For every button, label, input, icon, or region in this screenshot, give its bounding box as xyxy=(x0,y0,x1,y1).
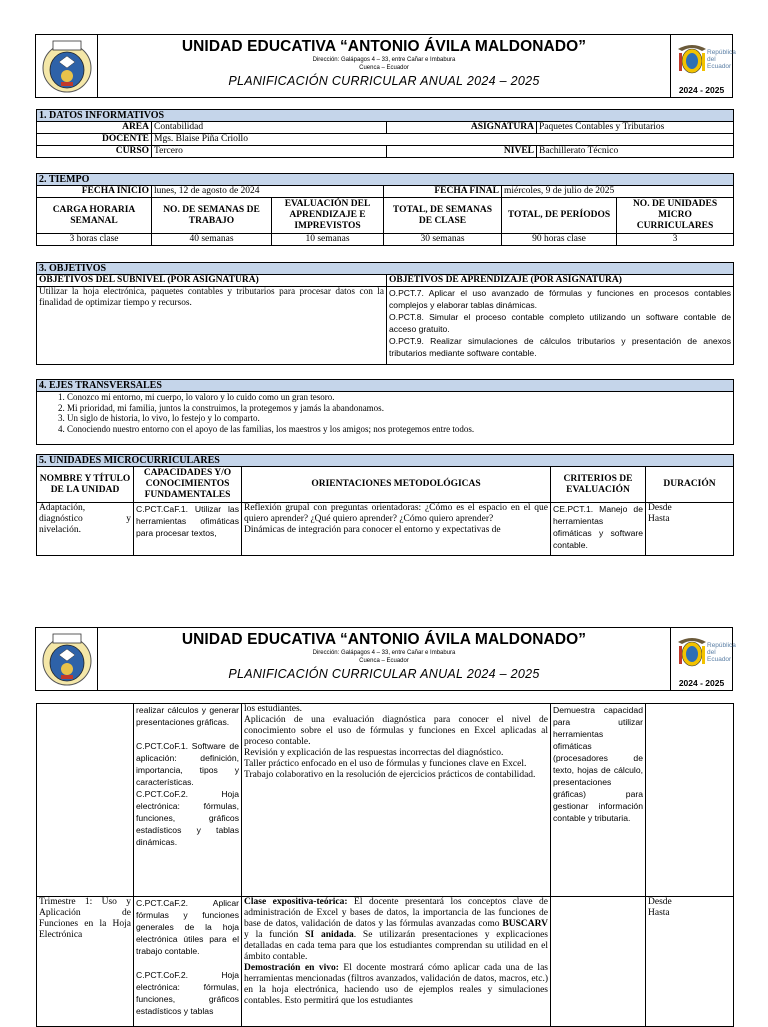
section-title: 2. TIEMPO xyxy=(37,174,734,186)
unidad-duracion xyxy=(646,704,734,897)
unidad-nombre: Adaptación, diagnóstico y nivelación. xyxy=(37,503,134,556)
eje-item: 1. Conozco mi entorno, mi cuerpo, lo valoro y lo cuido como un gran tesoro. xyxy=(67,392,731,403)
objetivo-item: O.PCT.9. Realizar simulaciones de cálculos tributarios y presentación de anexos tributarios mediante software contable. xyxy=(389,336,732,358)
tiempo-table xyxy=(36,173,734,246)
ejes-list-cell xyxy=(37,392,734,445)
fecha-final-value: miércoles, 9 de julio de 2025 xyxy=(502,186,734,198)
republic-emblem xyxy=(670,628,736,690)
republic-emblem xyxy=(670,35,736,97)
unidad-duracion xyxy=(646,897,734,1027)
capacidad-paragraph: C.PCT.CoF.2. Hoja electrónica: fórmulas, funciones, gráficos estadísticos y tablas xyxy=(136,970,239,1016)
unidad-nombre: Trimestre 1: Uso y Aplicación de Funciones en la Hoja Electrónica xyxy=(37,897,134,1027)
tiempo-header: NO. DE SEMANAS DE TRABAJO xyxy=(152,198,272,234)
duracion-desde: Desde xyxy=(648,503,672,513)
objetivos-subnivel-text: Utilizar la hoja electrónica, paquetes contables y tributarios para procesar datos con la finalidad de optimizar tiempo y recursos. xyxy=(37,287,387,365)
orientacion-paragraph: Dinámicas de integración para conocer el entorno y expectativas de xyxy=(244,525,501,535)
tiempo-value: 30 semanas xyxy=(384,234,502,246)
unidad-capacidades xyxy=(134,704,242,897)
tiempo-header: EVALUACIÓN DEL APRENDIZAJE E IMPREVISTOS xyxy=(272,198,384,234)
unidad-nombre xyxy=(37,704,134,897)
republic-line1: República xyxy=(707,642,736,649)
unidad-capacidades xyxy=(134,897,242,1027)
school-logo xyxy=(36,628,98,690)
section-title: 1. DATOS INFORMATIVOS xyxy=(37,110,734,122)
unidad-duracion xyxy=(646,503,734,556)
unidad-criterios: Demuestra capacidad para utilizar herramientas ofimáticas (procesadores de texto, hojas de cálculo, presentaciones gráficas) para gestionar información contable y tributaria. xyxy=(551,704,646,897)
school-logo xyxy=(36,35,98,97)
capacidad-paragraph: C.PCT.CoF.2. Hoja electrónica: fórmulas, funciones, gráficos estadísticos y tablas dinámicas. xyxy=(136,789,239,847)
plan-title: PLANIFICACIÓN CURRICULAR ANUAL 2024 – 2025 xyxy=(228,667,540,681)
ejes-list xyxy=(39,392,731,434)
tiempo-value: 3 xyxy=(617,234,734,246)
tiempo-value: 3 horas clase xyxy=(37,234,152,246)
school-city: Cuenca – Ecuador xyxy=(359,658,409,664)
orientacion-paragraph: los estudiantes. xyxy=(244,704,303,714)
tiempo-value: 40 semanas xyxy=(152,234,272,246)
orientacion-paragraph: Demostración en vivo: El docente mostrará cómo aplicar cada una de las herramientas mencionadas (filtros avanzados, validación de datos, macros, etc.) en la hoja electrónica, haciendo uso de ejemplos reales y simulaciones contables. Esto permitirá que los estudiantes xyxy=(244,963,548,1006)
document-header xyxy=(35,627,736,691)
unidad-orientaciones xyxy=(242,704,551,897)
asignatura-value: Paquetes Contables y Tributarios xyxy=(537,122,734,134)
republic-line2: del Ecuador xyxy=(707,649,732,663)
eje-item: 4. Conociendo nuestro entorno con el apoyo de las familias, los maestros y los amigos; nos protegemos entre todos. xyxy=(67,424,731,435)
area-label: AREA xyxy=(37,122,152,134)
unidad-criterios xyxy=(551,897,646,1027)
section-title: 5. UNIDADES MICROCURRICULARES xyxy=(37,455,734,467)
ejes-table xyxy=(36,379,734,445)
unidad-orientaciones xyxy=(242,503,551,556)
fecha-final-label: FECHA FINAL xyxy=(384,186,502,198)
orientacion-paragraph: Trabajo colaborativo en la resolución de ejercicios prácticos de contabilidad. xyxy=(244,770,536,780)
orientacion-paragraph: Taller práctico enfocado en el uso de fórmulas y funciones clave en Excel. xyxy=(244,759,527,769)
school-address: Dirección: Galápagos 4 – 33, entre Cañar e Imbabura xyxy=(312,57,456,63)
fecha-inicio-label: FECHA INICIO xyxy=(37,186,152,198)
curso-value: Tercero xyxy=(152,146,387,158)
school-name: UNIDAD EDUCATIVA “ANTONIO ÁVILA MALDONADO” xyxy=(181,38,587,55)
tiempo-header: NO. DE UNIDADES MICRO CURRICULARES xyxy=(617,198,734,234)
capacidad-paragraph: C.PCT.CoF.1. Software de aplicación: definición, importancia, tipos y características. xyxy=(136,741,239,787)
eje-item: 3. Un siglo de historia, lo vivo, lo festejo y lo comparto. xyxy=(67,413,731,424)
capacidad-paragraph: C.PCT.CaF.2. Aplicar fórmulas y funciones generales de la hoja electrónica útiles para el trabajo contable. xyxy=(136,898,239,956)
section-title: 4. EJES TRANSVERSALES xyxy=(37,380,734,392)
docente-label: DOCENTE xyxy=(37,134,152,146)
fecha-inicio-value: lunes, 12 de agosto de 2024 xyxy=(152,186,384,198)
ecuador-coat-of-arms-icon xyxy=(676,41,708,75)
objetivos-aprendizaje-header: OBJETIVOS DE APRENDIZAJE (POR ASIGNATURA) xyxy=(387,275,734,287)
capacidad-paragraph: realizar cálculos y generar presentaciones gráficas. xyxy=(136,705,239,727)
nivel-value: Bachillerato Técnico xyxy=(537,146,734,158)
orientacion-paragraph: Revisión y explicación de las respuestas incorrectas del diagnóstico. xyxy=(244,748,504,758)
duracion-desde: Desde xyxy=(648,897,672,907)
unidades-table xyxy=(36,454,734,556)
tiempo-value: 10 semanas xyxy=(272,234,384,246)
tiempo-value: 90 horas clase xyxy=(502,234,617,246)
duracion-hasta: Hasta xyxy=(648,908,670,918)
asignatura-label: ASIGNATURA xyxy=(387,122,537,134)
unidades-header: NOMBRE Y TÍTULO DE LA UNIDAD xyxy=(37,467,134,503)
school-address: Dirección: Galápagos 4 – 33, entre Cañar e Imbabura xyxy=(312,650,456,656)
unidad-criterios: CE.PCT.1. Manejo de herramientas ofimáticas y software contable. xyxy=(551,503,646,556)
tiempo-header: TOTAL, DE SEMANAS DE CLASE xyxy=(384,198,502,234)
document-header xyxy=(35,34,736,98)
unidad-capacidades: C.PCT.CaF.1. Utilizar las herramientas ofimáticas para procesar textos, xyxy=(134,503,242,556)
unidades-header: ORIENTACIONES METODOLÓGICAS xyxy=(242,467,551,503)
curso-label: CURSO xyxy=(37,146,152,158)
orientacion-paragraph: Clase expositiva-teórica: El docente presentará los conceptos clave de administración de Excel y bases de datos, la importancia de las funciones de base de datos, validación de datos y las fórmulas avanzadas como BUSCARV y la función SI anidada. Se utilizarán presentaciones y explicaciones detalladas en cada tema para que los estudiantes comprendan su utilidad en el ámbito contable. xyxy=(244,897,548,962)
republic-line1: República xyxy=(707,49,736,56)
school-year: 2024 - 2025 xyxy=(678,678,725,688)
area-value: Contabilidad xyxy=(152,122,387,134)
tiempo-header: CARGA HORARIA SEMANAL xyxy=(37,198,152,234)
ecuador-coat-of-arms-icon xyxy=(676,634,708,668)
objetivos-table xyxy=(36,262,734,365)
unidades-header: CAPACIDADES Y/O CONOCIMIENTOS FUNDAMENTALES xyxy=(134,467,242,503)
plan-title: PLANIFICACIÓN CURRICULAR ANUAL 2024 – 2025 xyxy=(228,74,540,88)
objetivo-item: O.PCT.8. Simular el proceso contable completo utilizando un software contable de acceso gratuito. xyxy=(389,312,732,334)
nivel-label: NIVEL xyxy=(387,146,537,158)
objetivos-subnivel-header: OBJETIVOS DEL SUBNIVEL (POR ASIGNATURA) xyxy=(37,275,387,287)
eje-item: 2. Mi prioridad, mi familia, juntos la construimos, la protegemos y jamás la abandonamos. xyxy=(67,403,731,414)
republic-line2: del Ecuador xyxy=(707,56,732,70)
tiempo-header: TOTAL, DE PERÍODOS xyxy=(502,198,617,234)
objetivo-item: O.PCT.7. Aplicar el uso avanzado de fórmulas y funciones en procesos contables complejos y elaborar tablas dinámicas. xyxy=(389,288,732,310)
duracion-hasta: Hasta xyxy=(648,514,670,524)
orientacion-paragraph: Aplicación de una evaluación diagnóstica para conocer el nivel de conocimiento sobre el uso de fórmulas y funciones en Excel aplicadas al proceso contable. xyxy=(244,715,548,747)
datos-informativos-table xyxy=(36,109,734,158)
orientacion-paragraph: Reflexión grupal con preguntas orientadoras: ¿Cómo es el espacio en el que quiero aprender? ¿Qué quiero aprender? ¿Cómo quiero aprender? xyxy=(244,503,548,524)
school-name: UNIDAD EDUCATIVA “ANTONIO ÁVILA MALDONADO” xyxy=(181,631,587,648)
school-year: 2024 - 2025 xyxy=(678,85,725,95)
unidades-table-continued xyxy=(36,703,734,1027)
unidad-orientaciones xyxy=(242,897,551,1027)
objetivos-aprendizaje-list xyxy=(387,287,734,365)
section-title: 3. OBJETIVOS xyxy=(37,263,734,275)
school-city: Cuenca – Ecuador xyxy=(359,65,409,71)
unidades-header: DURACIÓN xyxy=(646,467,734,503)
docente-value: Mgs. Blaise Piña Criollo xyxy=(152,134,734,146)
unidades-header: CRITERIOS DE EVALUACIÓN xyxy=(551,467,646,503)
